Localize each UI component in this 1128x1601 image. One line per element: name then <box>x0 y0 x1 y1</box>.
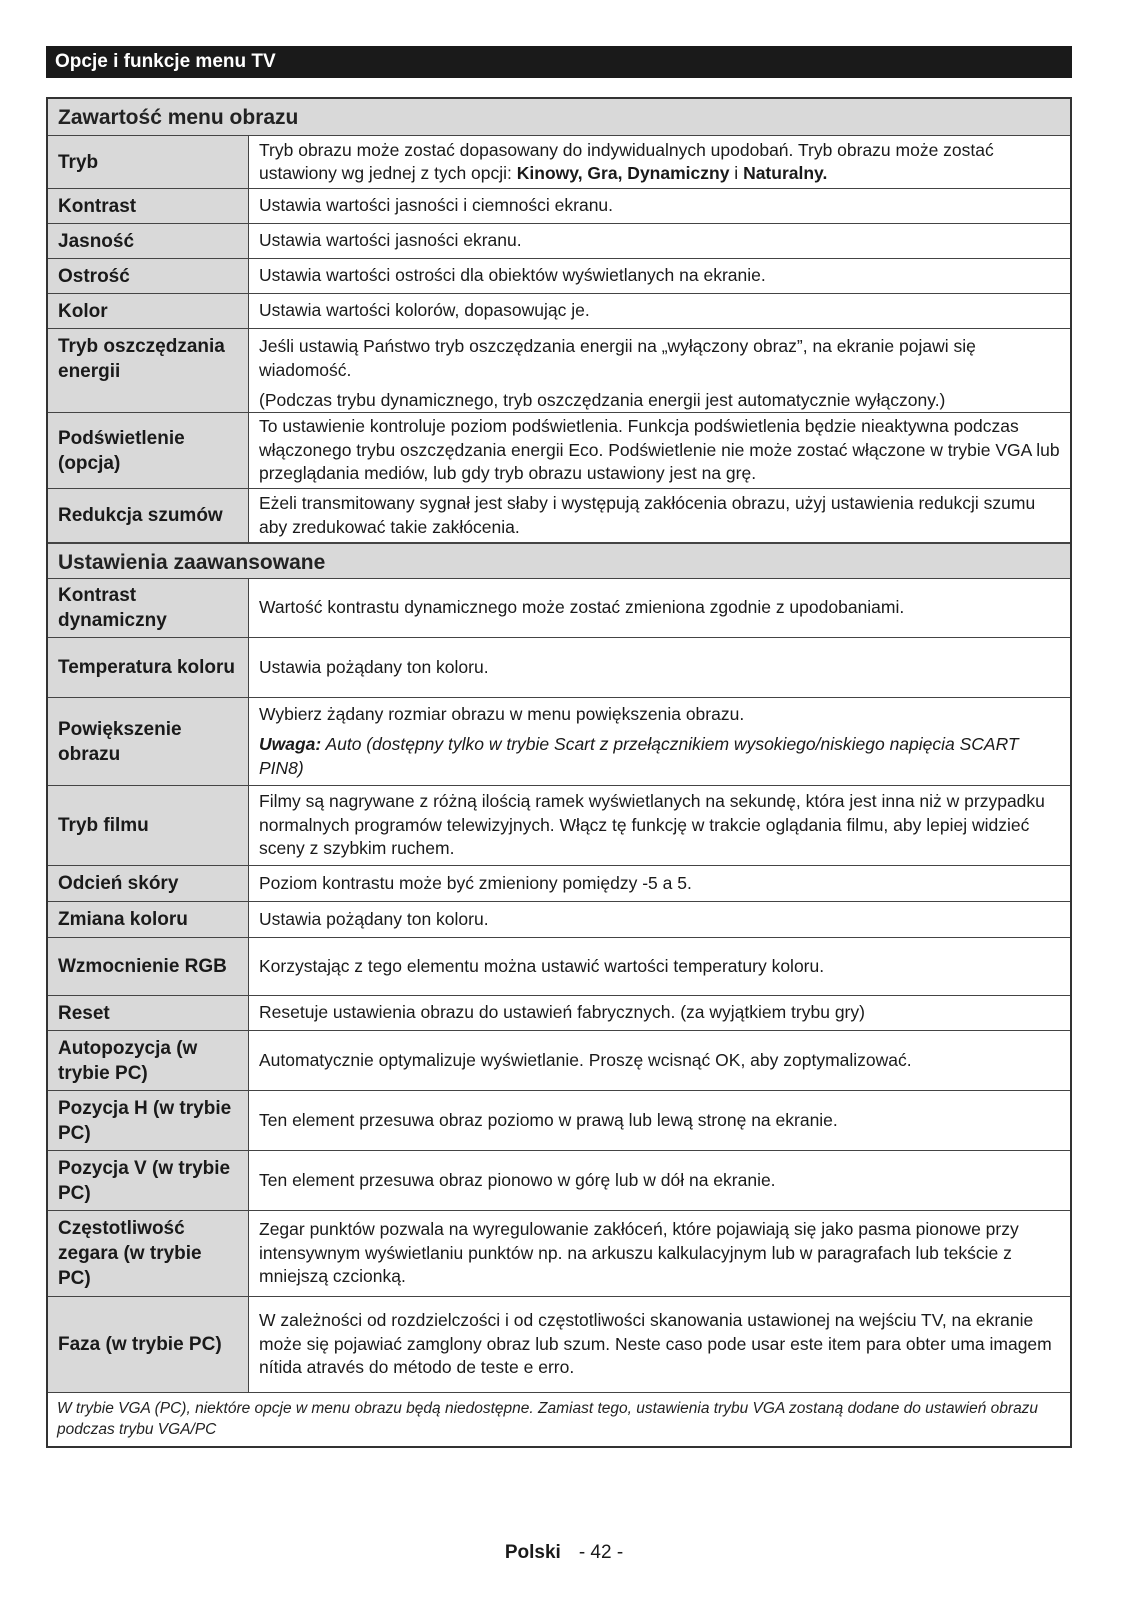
row-description: Ustawia wartości jasności ekranu. <box>259 230 522 251</box>
row-label: Faza (w trybie PC) <box>48 1297 249 1392</box>
row-description: Ten element przesuwa obraz poziomo w prawą lub lewą stronę na ekranie. <box>259 1109 838 1130</box>
desc-text: i <box>729 163 744 183</box>
row-label: Kontrast <box>48 189 249 223</box>
row-description: Zegar punktów pozwala na wyregulowanie zakłóceń, które pojawiają się jako pasma pionowe przy intensywnym wyświetlaniu punktów np. na arkuszu kalkulacyjnym lub w paragrafach lub tekście z mniejszą czcionką. <box>259 1219 1019 1287</box>
row-label: Redukcja szumów <box>48 489 249 542</box>
desc-text: Tryb obrazu może zostać dopasowany do indywidualnych upodobań. Tryb obrazu może zostać ustawiony wg jednej z tych opcji: <box>259 139 994 183</box>
desc-bold-mode: Naturalny. <box>743 163 828 183</box>
row-description: Resetuje ustawienia obrazu do ustawień fabrycznych. (za wyjątkiem trybu gry) <box>259 1002 865 1023</box>
row-description: Korzystając z tego elementu można ustawić wartości temperatury koloru. <box>259 955 825 976</box>
row-description: Ten element przesuwa obraz pionowo w górę lub w dół na ekranie. <box>259 1169 776 1190</box>
footer-language: Polski <box>504 1542 561 1563</box>
table-row <box>48 1150 1070 1210</box>
row-description: Filmy są nagrywane z różną ilością ramek wyświetlanych na sekundę, która jest inna niż w przypadku normalnych programów telewizyjnych. Włącz tę funkcję w trakcie oglądania filmu, aby lepiej widzieć sceny z szybkim ruchem. <box>259 791 1045 859</box>
desc-note <box>259 733 1060 780</box>
row-label: Jasność <box>48 224 249 258</box>
table-row <box>48 1296 1070 1392</box>
table-row <box>48 258 1070 293</box>
table-row <box>48 293 1070 328</box>
table-row <box>48 697 1070 785</box>
row-description: Poziom kontrastu może być zmieniony pomiędzy -5 a 5. <box>259 872 692 893</box>
table-row <box>48 937 1070 995</box>
row-label: Autopozycja (w trybie PC) <box>48 1031 249 1090</box>
row-description <box>249 136 1070 188</box>
table-row <box>48 865 1070 901</box>
table-row <box>48 1090 1070 1150</box>
table-row <box>48 1030 1070 1090</box>
desc-paragraph: Wybierz żądany rozmiar obrazu w menu powiększenia obrazu. <box>259 703 745 724</box>
note-label: Uwaga: <box>259 734 322 755</box>
row-description: W zależności od rozdzielczości i od częstotliwości skanowania ustawionej na wejściu TV, na ekranie może się pojawiać zamglony obraz lub szum. Neste caso pode usar este item para obter uma imagem nítida através do método de teste e erro. <box>259 1310 1052 1378</box>
row-label: Tryb filmu <box>48 786 249 865</box>
row-label: Pozycja V (w trybie PC) <box>48 1151 249 1210</box>
row-description <box>249 698 1070 785</box>
row-description: Ustawia wartości jasności i ciemności ekranu. <box>259 195 614 216</box>
note-text: Auto (dostępny tylko w trybie Scart z przełącznikiem wysokiego/niskiego napięcia SCART PIN8) <box>259 734 1019 778</box>
table-row <box>48 328 1070 412</box>
table-row <box>48 188 1070 223</box>
desc-paragraph: (Podczas trybu dynamicznego, tryb oszczędzania energii jest automatycznie wyłączony.) <box>259 390 946 410</box>
row-label: Kolor <box>48 294 249 328</box>
page-number: - 42 - <box>578 1542 624 1563</box>
row-label: Pozycja H (w trybie PC) <box>48 1091 249 1150</box>
table-row <box>48 901 1070 937</box>
row-description <box>249 329 1070 412</box>
desc-paragraph: Jeśli ustawią Państwo tryb oszczędzania energii na „wyłączony obraz”, na ekranie pojawi się wiadomość. <box>259 336 976 380</box>
table-row <box>48 223 1070 258</box>
table-row <box>48 488 1070 542</box>
row-label: Odcień skóry <box>48 866 249 901</box>
row-label: Tryb <box>48 136 249 188</box>
row-label: Temperatura koloru <box>48 638 249 697</box>
table-row <box>48 995 1070 1030</box>
row-label: Kontrast dynamiczny <box>48 579 249 637</box>
row-label: Tryb oszczędzania energii <box>48 329 249 412</box>
row-label: Reset <box>48 996 249 1030</box>
settings-table <box>46 97 1072 1448</box>
row-description: Automatycznie optymalizuje wyświetlanie. Proszę wcisnąć OK, aby zoptymalizować. <box>259 1049 912 1070</box>
table-row <box>48 579 1070 637</box>
row-description: Eżeli transmitowany sygnał jest słaby i występują zakłócenia obrazu, użyj ustawienia redukcji szumu aby zredukować takie zakłócenia. <box>259 493 1036 537</box>
row-description: Wartość kontrastu dynamicznego może zostać zmieniona zgodnie z upodobaniami. <box>259 597 905 618</box>
row-description: To ustawienie kontroluje poziom podświetlenia. Funkcja podświetlenia będzie nieaktywna podczas włączonego trybu oszczędzania energii Eco. Podświetlenie nie może zostać włączone w trybie VGA lub przeglądania mediów, lub gdy tryb obrazu ustawiony jest na grę. <box>259 416 1060 484</box>
row-description: Ustawia pożądany ton koloru. <box>259 908 489 929</box>
desc-bold-modes: Kinowy, Gra, Dynamiczny <box>516 163 730 183</box>
row-description: Ustawia wartości ostrości dla obiektów wyświetlanych na ekranie. <box>259 265 766 286</box>
row-description: Ustawia wartości kolorów, dopasowując je. <box>259 300 590 321</box>
table-row <box>48 785 1070 865</box>
page-footer <box>0 1542 1128 1564</box>
section-title-advanced: Ustawienia zaawansowane <box>48 542 1070 579</box>
page-title: Opcje i funkcje menu TV <box>46 46 1072 78</box>
row-label: Ostrość <box>48 259 249 293</box>
row-label: Częstotliwość zegara (w trybie PC) <box>48 1211 249 1296</box>
row-label: Powiększenie obrazu <box>48 698 249 785</box>
table-row <box>48 136 1070 188</box>
row-label: Zmiana koloru <box>48 902 249 937</box>
row-label: Wzmocnienie RGB <box>48 938 249 995</box>
table-footnote: W trybie VGA (PC), niektóre opcje w menu obrazu będą niedostępne. Zamiast tego, ustawienia trybu VGA zostaną dodane do ustawień obrazu podczas trybu VGA/PC <box>48 1392 1070 1446</box>
table-row <box>48 1210 1070 1296</box>
section-title-picture-menu: Zawartość menu obrazu <box>48 99 1070 136</box>
table-row <box>48 637 1070 697</box>
row-label: Podświetlenie (opcja) <box>48 413 249 488</box>
row-description: Ustawia pożądany ton koloru. <box>259 656 489 677</box>
table-row <box>48 412 1070 488</box>
